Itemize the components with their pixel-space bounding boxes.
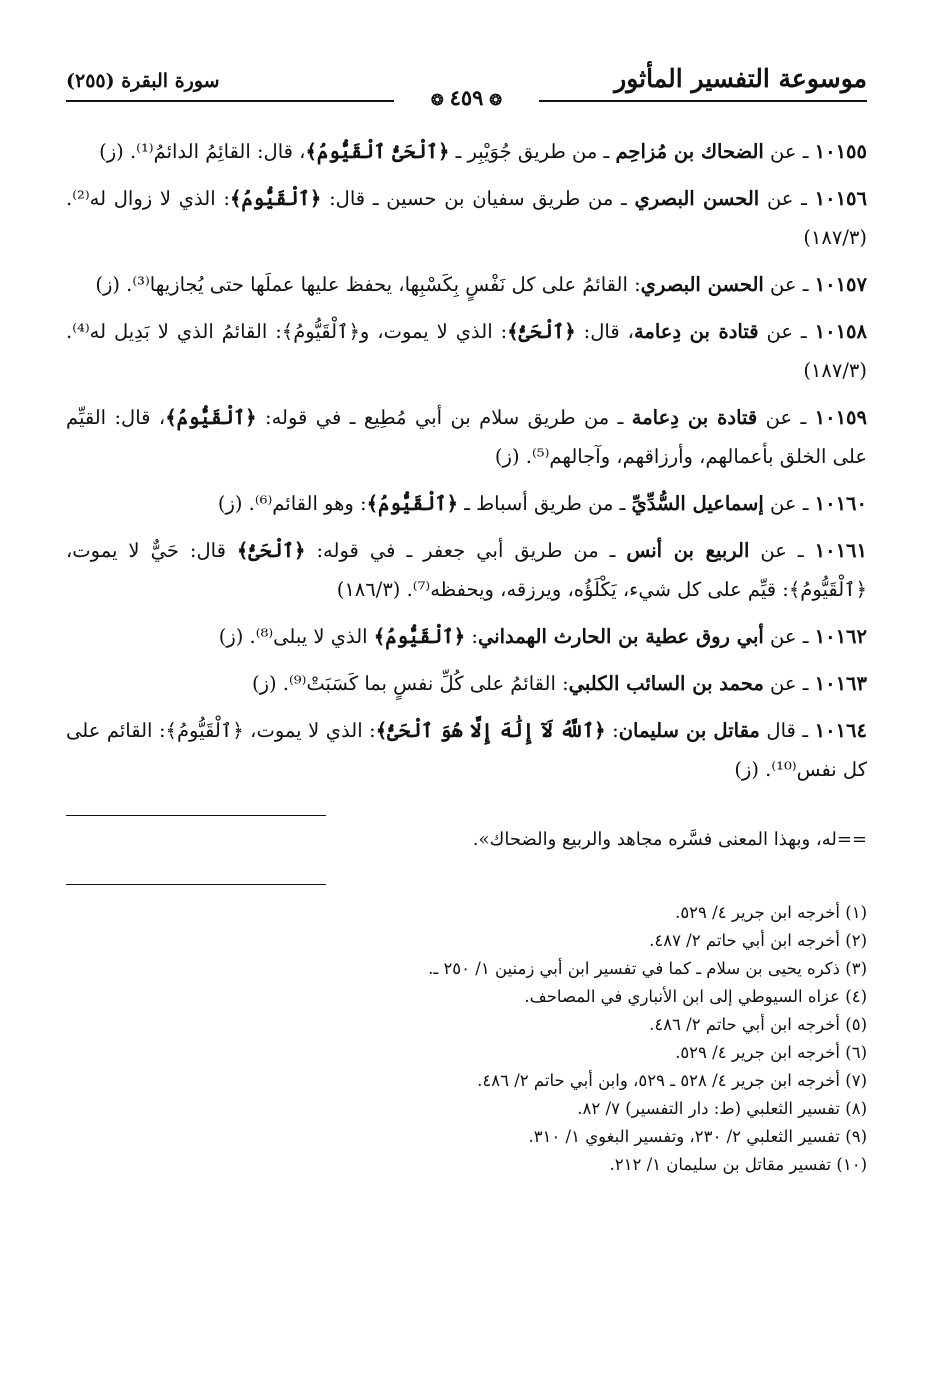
entry-rest: الذي لا يبلى⁽⁸⁾. (ز) (218, 625, 374, 648)
entry (66, 398, 867, 476)
footnote: (٩) تفسير الثعلبي ٢/ ٢٣٠، وتفسير البغوي ١/ ٣١٠. (528, 1127, 867, 1146)
narrator-name: إسماعيل السُّدِّيِّ (631, 492, 764, 515)
footnotes-list (66, 899, 867, 1179)
page-number-block (425, 85, 508, 110)
entry-number: ١٠١٥٩ (814, 406, 867, 429)
entry-number: ١٠١٦٤ (814, 719, 867, 742)
book-title: موسوعة التفسير المأثور (614, 64, 867, 93)
footnote: (٥) أخرجه ابن أبي حاتم ٢/ ٤٨٦. (649, 1015, 867, 1034)
entry-number: ١٠١٥٥ (814, 140, 867, 163)
entry (66, 179, 867, 257)
footnote: (٨) تفسير الثعلبي (ط: دار التفسير) ٧/ ٨٢. (577, 1099, 867, 1118)
narrator-name: أبي روق عطية بن الحارث الهمداني (477, 625, 764, 648)
ornament-left-icon: ❂ (431, 91, 444, 109)
entry (66, 711, 867, 789)
entry-number: ١٠١٥٧ (814, 273, 867, 296)
entry (66, 132, 867, 171)
entry-number: ١٠١٥٨ (814, 320, 867, 343)
narrator-name: مقاتل بن سليمان (618, 719, 760, 742)
ornament-right-icon: ❂ (489, 91, 502, 109)
entry-prefix: ـ عن (759, 187, 815, 210)
entry-text: ـ من طريق سلام بن أبي مُطِيع ـ في قوله: (256, 406, 632, 429)
entries-list (66, 132, 867, 789)
narrator-name: قتادة بن دِعامة (633, 320, 759, 343)
entry-text: : القائمُ على كُلِّ نفسٍ بما كَسَبَتْ⁽⁹⁾. (ز) (251, 672, 569, 695)
quran-quote: ﴿ٱلْقَيُّومُ﴾ (229, 187, 322, 210)
entry-prefix: ـ قال (759, 719, 815, 742)
quran-quote: ﴿ٱلْقَيُّومُ﴾ (373, 625, 466, 648)
entry-text: ـ من طريق أسباط ـ (458, 492, 632, 515)
entry-text: ، قال: (575, 320, 634, 343)
footnote: (٣) ذكره يحيى بن سلام ـ كما في تفسير ابن أبي زمنين ١/ ٢٥٠ ـ. (428, 959, 867, 978)
entry-prefix: ـ عن (763, 625, 815, 648)
entry-prefix: ـ عن (763, 492, 815, 515)
entry-text: : (605, 719, 619, 742)
entry-text: ـ من طريق جُوَيْبِر ـ (449, 140, 616, 163)
entry-number: ١٠١٦٠ (814, 492, 867, 515)
entry-text: : القائمُ على كل نَفْسٍ بِكَسْبِها، يحفظ عليها عملَها حتى يُجازيها⁽³⁾. (ز) (95, 273, 641, 296)
entry-number: ١٠١٦٢ (814, 625, 867, 648)
entry-rest: ، قال: القيِّم على الخلق بأعمالهم، وأرزاقهم، وآجالهم⁽⁵⁾. (ز) (66, 406, 867, 468)
entry-prefix: ـ عن (763, 273, 815, 296)
surah-label: سورة البقرة (٢٥٥) (66, 70, 220, 92)
narrator-name: الحسن البصري (634, 187, 760, 210)
narrator-name: قتادة بن دِعامة (631, 406, 758, 429)
narrator-name: الضحاك بن مُزاحِم (615, 140, 764, 163)
footnote: (٦) أخرجه ابن جرير ٤/ ٥٢٩. (675, 1043, 867, 1062)
quran-quote: ﴿ٱلْقَيُّومُ﴾ (366, 492, 459, 515)
header-rule-right (539, 100, 867, 102)
footnote: (٢) أخرجه ابن أبي حاتم ٢/ ٤٨٧. (649, 931, 867, 950)
entry-rest: : الذي لا يموت، ﴿ٱلْقَيُّومُ﴾: القائم على كل نفس⁽¹⁰⁾. (ز) (66, 719, 867, 781)
quran-quote: ﴿ٱلْقَيُّومُ﴾ (165, 406, 257, 429)
entry-prefix: ـ عن (758, 320, 815, 343)
note-separator (66, 815, 326, 816)
entry-text: ـ من طريق أبي جعفر ـ في قوله: (305, 539, 627, 562)
entry (66, 617, 867, 656)
quran-quote: ﴿ٱلْحَىُّ﴾ (236, 539, 306, 562)
page-header (66, 58, 867, 118)
narrator-name: الربيع بن أنس (626, 539, 750, 562)
narrator-name: محمد بن السائب الكلبي (568, 672, 764, 695)
page-number: ٤٥٩ (449, 85, 484, 110)
footnote: (١٠) تفسير مقاتل بن سليمان ١/ ٢١٢. (609, 1155, 867, 1174)
entry-rest: : الذي لا زوال له⁽²⁾. (١٨٧/٣) (66, 187, 867, 249)
entry-text: : (465, 625, 478, 648)
entry-rest: ، قال: القائِمُ الدائمُ⁽¹⁾. (ز) (99, 140, 306, 163)
entry-rest: : وهو القائم⁽⁶⁾. (ز) (217, 492, 367, 515)
quran-quote: ﴿ٱلْحَىُّ ٱلْقَيُّومُ﴾ (305, 140, 450, 163)
entry-number: ١٠١٥٦ (814, 187, 868, 210)
narrator-name: الحسن البصري (640, 273, 764, 296)
entry (66, 484, 867, 523)
footnote: (١) أخرجه ابن جرير ٤/ ٥٢٩. (675, 903, 867, 922)
quran-quote: ﴿ٱلْحَىُّ﴾ (507, 320, 576, 343)
entry-rest: قال: حَيٌّ لا يموت، ﴿ٱلْقَيُّومُ﴾: قيِّم على كل شيء، يَكْلَؤُه، ويرزقه، ويحفظه⁽⁷⁾. (١٨٦/٣) (66, 539, 867, 601)
header-rule-left (66, 100, 394, 102)
entry-number: ١٠١٦٣ (814, 672, 867, 695)
entry (66, 664, 867, 703)
entry-prefix: ـ عن (757, 406, 815, 429)
footnote-separator (66, 884, 326, 885)
entry-prefix: ـ عن (763, 140, 815, 163)
continuation-note: ==له، وبهذا المعنى فسَّره مجاهد والربيع والضحاك». (472, 829, 867, 850)
entry-text: ـ من طريق سفيان بن حسين ـ قال: (321, 187, 635, 210)
entry (66, 531, 867, 609)
entry-number: ١٠١٦١ (814, 539, 867, 562)
footnote: (٤) عزاه السيوطي إلى ابن الأنباري في المصاحف. (524, 987, 867, 1006)
entry (66, 312, 867, 390)
quran-quote: ﴿ٱللَّهُ لَآ إِلَٰهَ إِلَّا هُوَ ٱلْحَىُّ﴾ (375, 719, 606, 742)
entry-prefix: ـ عن (749, 539, 815, 562)
entry-prefix: ـ عن (763, 672, 815, 695)
footnote: (٧) أخرجه ابن جرير ٤/ ٥٢٨ ـ ٥٢٩، وابن أبي حاتم ٢/ ٤٨٦. (477, 1071, 867, 1090)
entry (66, 265, 867, 304)
entry-rest: : الذي لا يموت، و﴿ٱلْقَيُّومُ﴾: القائمُ الذي لا بَدِيل له⁽⁴⁾. (١٨٧/٣) (66, 320, 867, 382)
